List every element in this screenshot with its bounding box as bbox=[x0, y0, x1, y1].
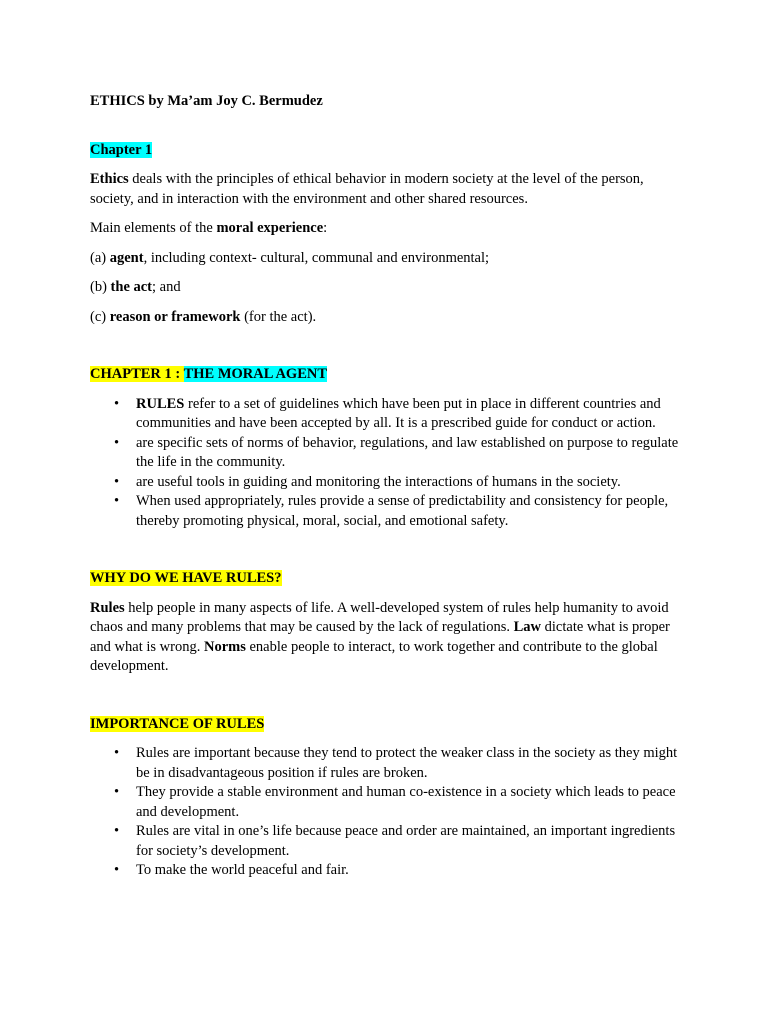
element-a-prefix: (a) bbox=[90, 249, 110, 266]
moral-agent-heading-part1: CHAPTER 1 : bbox=[90, 366, 184, 382]
ethics-term: Ethics bbox=[90, 171, 129, 187]
main-elements-tail: : bbox=[323, 220, 328, 236]
element-a-term: agent bbox=[109, 249, 144, 266]
chapter-1-heading-text: Chapter 1 bbox=[90, 141, 153, 158]
element-c-line bbox=[90, 308, 690, 328]
main-elements-line bbox=[90, 219, 690, 239]
bullet-icon: • bbox=[114, 395, 120, 412]
list-item-text: are specific sets of norms of behavior, regulations, and law established on purpose to regulate the life in the community. bbox=[136, 434, 679, 470]
element-c-term: reason or framework bbox=[109, 308, 241, 325]
element-b-prefix: (b) bbox=[90, 279, 111, 295]
bullet-icon: • bbox=[114, 745, 120, 761]
list-item bbox=[114, 434, 690, 473]
law-term: Law bbox=[513, 619, 542, 635]
list-item bbox=[114, 492, 690, 531]
list-item-text: When used appropriately, rules provide a sense of predictability and consistency for people, thereby promoting physical, moral, social, and emotional safety. bbox=[136, 493, 669, 529]
paragraph-text: help people in many aspects of life. A well-developed system of rules help humanity to avoid chaos and many problems that may be caused by the lack of regulations. bbox=[90, 599, 669, 635]
bullet-icon: • bbox=[114, 493, 120, 509]
chapter-1-heading bbox=[90, 141, 690, 161]
list-item-text: To make the world peaceful and fair. bbox=[136, 862, 349, 878]
list-item-text: Rules are vital in one’s life because peace and order are maintained, an important ingredients for society’s development. bbox=[136, 823, 676, 859]
list-item bbox=[114, 473, 690, 493]
why-rules-heading-text: WHY DO WE HAVE RULES? bbox=[90, 570, 282, 586]
moral-agent-heading-part2: THE MORAL AGENT bbox=[183, 366, 328, 382]
main-elements-lead: Main elements of the bbox=[90, 220, 217, 236]
element-b-term: the act bbox=[110, 279, 153, 295]
bullet-icon: • bbox=[114, 784, 120, 800]
list-item bbox=[114, 744, 690, 783]
why-rules-heading bbox=[90, 569, 690, 589]
ethics-definition-text: deals with the principles of ethical behavior in modern society at the level of the person, society, and in interaction with the environment and other shared resources. bbox=[90, 171, 644, 207]
list-item bbox=[114, 783, 690, 822]
rules-bullet-list bbox=[90, 395, 690, 532]
bullet-icon: • bbox=[114, 473, 120, 490]
list-item bbox=[114, 395, 690, 434]
moral-agent-heading bbox=[90, 365, 690, 385]
document-page bbox=[90, 92, 690, 881]
why-rules-paragraph bbox=[90, 599, 690, 677]
element-a-line bbox=[90, 249, 690, 269]
bullet-icon: • bbox=[114, 434, 120, 451]
moral-experience-term: moral experience bbox=[216, 220, 324, 236]
list-item-text: are useful tools in guiding and monitoring the interactions of humans in the society. bbox=[136, 473, 621, 490]
bullet-icon: • bbox=[114, 862, 120, 878]
rules-term: Rules bbox=[90, 599, 125, 616]
element-b-text: ; and bbox=[152, 279, 181, 295]
norms-term: Norms bbox=[203, 638, 246, 655]
list-item-text: They provide a stable environment and human co-existence in a society which leads to peace and development. bbox=[136, 784, 676, 820]
list-item-text: refer to a set of guidelines which have been put in place in different countries and communities and have been accepted by all. It is a prescribed guide for conduct or action. bbox=[136, 395, 661, 431]
ethics-definition-paragraph bbox=[90, 170, 690, 209]
list-item-text: Rules are important because they tend to protect the weaker class in the society as they might be in disadvantageous position if rules are broken. bbox=[136, 745, 678, 781]
list-item bbox=[114, 861, 690, 881]
document-title: ETHICS by Ma’am Joy C. Bermudez bbox=[90, 93, 323, 109]
importance-heading-text: IMPORTANCE OF RULES bbox=[90, 715, 265, 732]
paragraph-text: enable people to interact, to work together and contribute to the global development. bbox=[90, 638, 658, 674]
bullet-icon: • bbox=[114, 823, 120, 839]
rules-term: RULES bbox=[136, 395, 185, 412]
paragraph-text: dictate what is proper and what is wrong. bbox=[90, 619, 670, 655]
element-c-prefix: (c) bbox=[90, 308, 110, 325]
element-c-text: (for the act). bbox=[240, 308, 317, 325]
element-a-text: , including context- cultural, communal and environmental; bbox=[143, 249, 490, 266]
element-b-line bbox=[90, 278, 690, 298]
importance-bullet-list bbox=[90, 744, 690, 881]
importance-heading bbox=[90, 715, 690, 735]
list-item bbox=[114, 822, 690, 861]
